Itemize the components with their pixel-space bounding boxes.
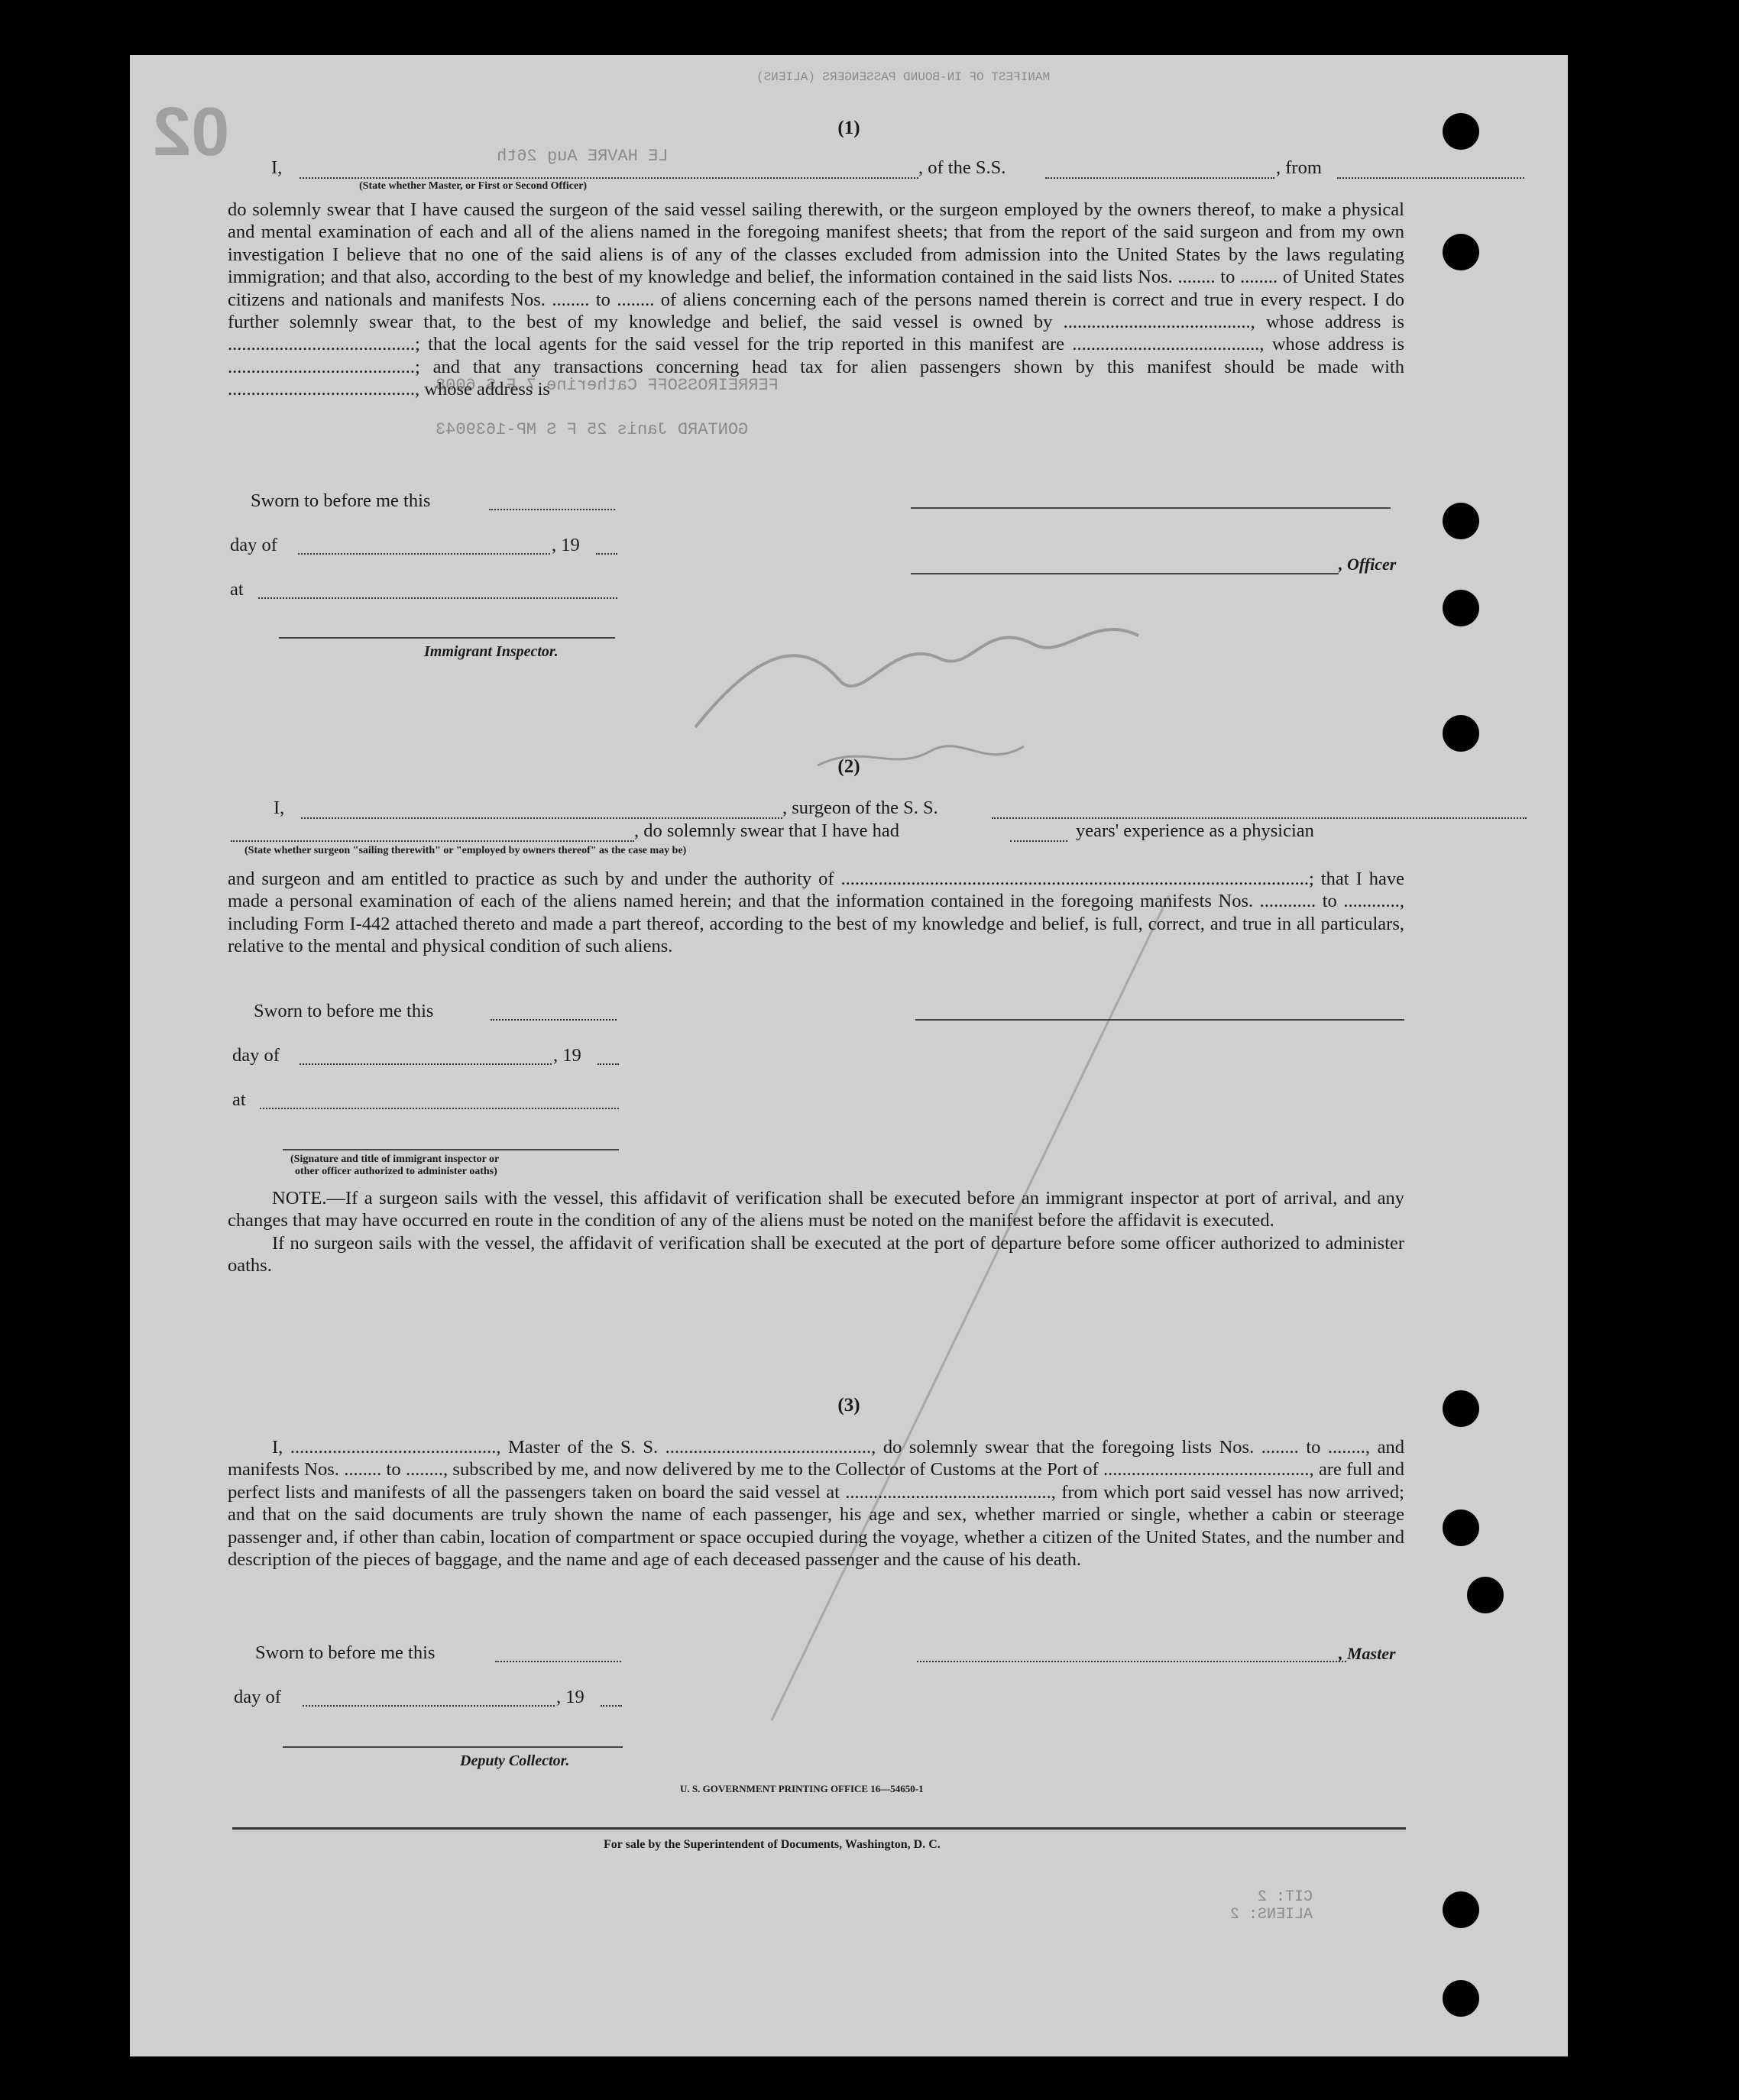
- bleed-through-text: LE HAVRE Aug 26th: [497, 147, 669, 166]
- from-label: , from: [1276, 157, 1322, 178]
- section-3-heading: (3): [837, 1395, 860, 1416]
- surgeon-status-caption: (State whether surgeon "sailing therewith" or "employed by owners thereof" as the case may be): [244, 845, 687, 856]
- binder-hole: [1443, 715, 1479, 752]
- surgeon-name-field[interactable]: [301, 817, 782, 819]
- bleed-through-text: MANIFEST OF IN-BOUND PASSENGERS (ALIENS): [756, 70, 1051, 84]
- gpo-imprint: U. S. GOVERNMENT PRINTING OFFICE 16—54650-1: [680, 1783, 924, 1794]
- at-field-1[interactable]: [258, 597, 617, 599]
- section-3-oath-text: I, ............................................, Master of the S. S. ............................................, do solemnly swear that the foregoing lists Nos. ........ to ........, and manifests Nos. ........ to ........, subscribed by me, and now delivered by me to the Collector of Customs at the Port of ............................................, are full and perfect lists and manifests of all the passengers taken on board the said vessel at ............................................, from which port said vessel has now arrived; and that on the said documents are truly shown the name of each passenger, his age and sex, whether married or single, whether a cabin or steerage passenger and, if other than cabin, location of compartment or space occupied during the voyage, whether a citizen of the United States, and the number and description of the pieces of baggage, and the name and age of each deceased passenger and the cause of his death.: [228, 1437, 1404, 1571]
- binder-hole: [1443, 503, 1479, 539]
- section-2-body: [228, 868, 1404, 958]
- sworn-date-field-2[interactable]: [491, 1019, 617, 1021]
- year-field-1[interactable]: [596, 553, 617, 555]
- officer-signature-line[interactable]: [911, 507, 1391, 509]
- year-field-2[interactable]: [597, 1063, 619, 1065]
- bleed-through-text: GONTARD Janis 25 F S MP-1639043: [436, 420, 749, 439]
- day-of-field-1[interactable]: [298, 553, 550, 555]
- binder-hole: [1443, 1891, 1479, 1928]
- year-field-3[interactable]: [601, 1705, 622, 1707]
- master-caption: , Master: [1339, 1644, 1396, 1663]
- at-label-2: at: [232, 1089, 246, 1110]
- sworn-date-field-3[interactable]: [495, 1661, 621, 1662]
- certifier-caption-line-2: other officer authorized to administer oaths): [295, 1166, 497, 1177]
- inspector-signature-line[interactable]: [279, 637, 615, 639]
- surgeon-status-field[interactable]: [231, 840, 634, 842]
- officer-caption: , Officer: [1339, 555, 1397, 574]
- from-port-field[interactable]: [1337, 177, 1524, 179]
- section-1-body: [228, 199, 1404, 401]
- note-paragraph-2: If no surgeon sails with the vessel, the affidavit of verification shall be executed at the port of departure before some officer authorized to administer oaths.: [228, 1232, 1404, 1277]
- sworn-label-2: Sworn to before me this: [254, 1001, 434, 1021]
- years-experience-label: years' experience as a physician: [1076, 820, 1314, 841]
- collector-caption: Deputy Collector.: [460, 1752, 570, 1769]
- master-signature-line[interactable]: [917, 1661, 1346, 1662]
- surgeon-swear-label: , do solemnly swear that I have had: [634, 820, 899, 841]
- day-of-field-2[interactable]: [300, 1063, 552, 1065]
- surgeon-prefix: I,: [274, 798, 285, 818]
- bleed-through-stamp: 02: [153, 94, 230, 170]
- note-paragraph-1: NOTE.—If a surgeon sails with the vessel, this affidavit of verification shall be executed before an immigrant inspector at port of arrival, and any changes that may have occurred en route in the condition of any of the aliens must be noted on the manifest before the affidavit is executed.: [228, 1188, 1404, 1231]
- vessel-name-field[interactable]: [1045, 177, 1274, 179]
- section-1-heading: (1): [837, 118, 860, 138]
- binder-hole: [1443, 113, 1479, 150]
- day-of-label-3: day of: [234, 1687, 281, 1707]
- surgeon-signature-line[interactable]: [915, 1019, 1404, 1021]
- binder-hole: [1467, 1577, 1504, 1613]
- day-of-label-1: day of: [230, 535, 277, 555]
- sworn-label-3: Sworn to before me this: [255, 1642, 436, 1663]
- surgeon-note: [228, 1187, 1404, 1277]
- diagonal-pen-stroke: [741, 895, 1200, 1736]
- officer-rank-field[interactable]: [300, 177, 918, 179]
- officer-line[interactable]: [911, 573, 1339, 574]
- years-experience-field[interactable]: [1010, 840, 1067, 842]
- officer-rank-caption: (State whether Master, or First or Second Officer): [359, 180, 588, 192]
- year-label-1: , 19: [552, 535, 580, 555]
- collector-signature-line[interactable]: [283, 1746, 623, 1748]
- surgeon-vessel-field[interactable]: [992, 817, 1527, 819]
- section-2-oath-text: and surgeon and am entitled to practice as such by and under the authority of ....................................................................................................; that I have made a personal examination of each of the aliens named herein; and that the information contained in the foregoing manifests Nos. ............ to ............, including Form I-442 attached thereto and made a part thereof, according to the best of my knowledge and belief, is full, correct, and true in all particulars, relative to the mental and physical condition of such aliens.: [228, 869, 1404, 957]
- certifier-caption-line-1: (Signature and title of immigrant inspector or: [290, 1154, 500, 1165]
- certifier-signature-line[interactable]: [283, 1149, 619, 1150]
- binder-hole: [1443, 590, 1479, 626]
- year-label-3: , 19: [556, 1687, 585, 1707]
- oath-prefix: I,: [271, 157, 283, 178]
- at-field-2[interactable]: [260, 1108, 619, 1109]
- sale-notice: For sale by the Superintendent of Documents, Washington, D. C.: [604, 1838, 941, 1851]
- inspector-caption: Immigrant Inspector.: [424, 643, 559, 660]
- sworn-label-1: Sworn to before me this: [251, 490, 431, 511]
- year-label-2: , 19: [553, 1045, 581, 1066]
- day-of-field-3[interactable]: [303, 1705, 555, 1707]
- binder-hole: [1443, 1390, 1479, 1427]
- binder-hole: [1443, 1509, 1479, 1546]
- day-of-label-2: day of: [232, 1045, 280, 1066]
- binder-hole: [1443, 234, 1479, 270]
- footer-rule: [232, 1827, 1406, 1830]
- bleed-through-text: FERREIROSSOFF Catherine 7 F S 6008: [436, 376, 779, 395]
- vessel-label: , of the S.S.: [918, 157, 1006, 178]
- sworn-date-field-1[interactable]: [489, 509, 615, 510]
- section-3-body: [228, 1436, 1404, 1571]
- section-1-oath-text: do solemnly swear that I have caused the surgeon of the said vessel sailing therewith, or the surgeon employed by the owners thereof, to make a physical and mental examination of each and all of the aliens named in the foregoing manifest sheets; that from the report of the said surgeon and from my own investigation I believe that no one of the said aliens is of any of the classes excluded from admission into the United States by the laws regulating immigration; and that also, according to the best of my knowledge and belief, the information contained in the said lists Nos. ........ to ........ of United States citizens and nationals and manifests Nos. ........ to ........ of aliens concerning each of the persons named therein is correct and true in every respect. I do further solemnly swear that, to the best of my knowledge and belief, the said vessel is owned by ........................................, whose address is ........................................; that the local agents for the said vessel for the trip reported in this manifest are ........................................, whose address is ........................................; and that any transactions concerning head tax for alien passengers shown by this manifest should be made with ........................................, whose address is: [228, 199, 1404, 400]
- at-label-1: at: [230, 579, 244, 600]
- bleed-through-text: CIT: 2 ALIENS: 2: [1230, 1888, 1313, 1924]
- binder-hole: [1443, 1980, 1479, 2017]
- manifest-page: [130, 55, 1568, 2056]
- surgeon-vessel-label: , surgeon of the S. S.: [782, 798, 938, 818]
- section-2-heading: (2): [837, 756, 860, 777]
